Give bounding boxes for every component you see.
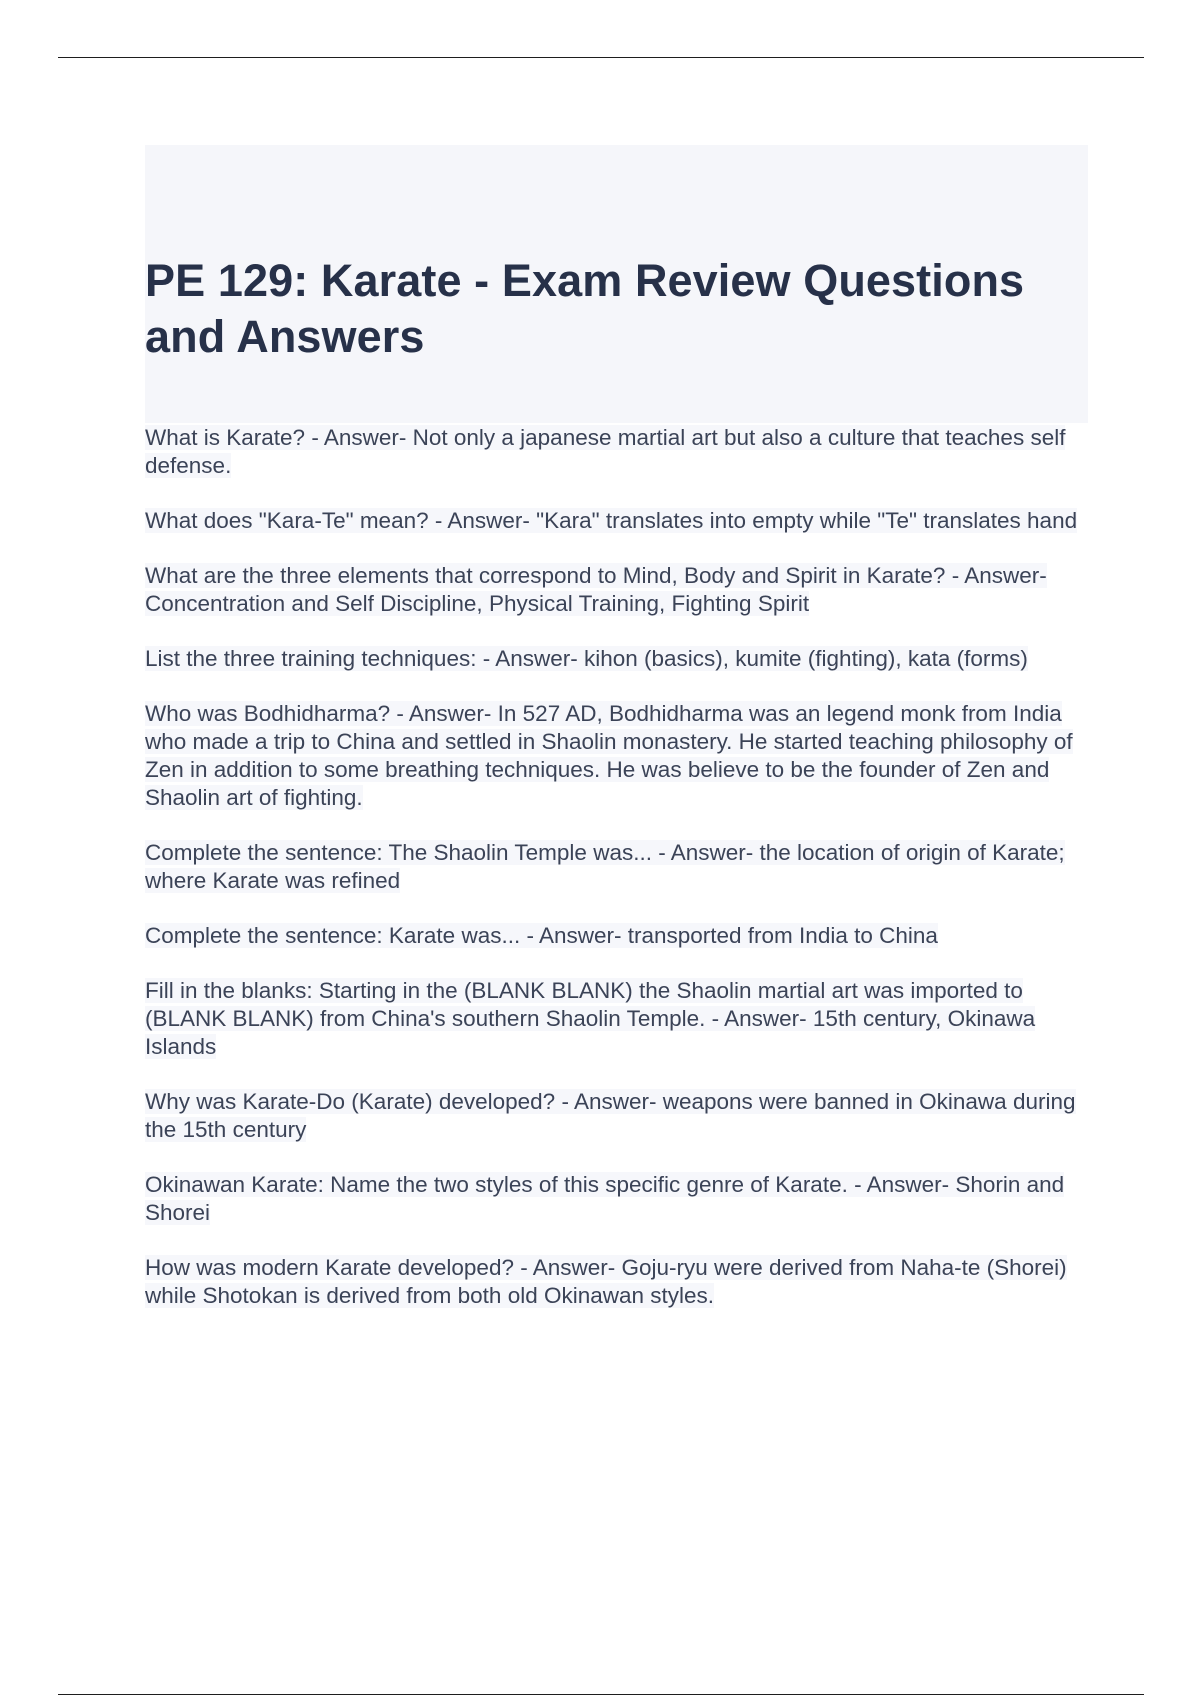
qa-text: List the three training techniques: - Answer- kihon (basics), kumite (fighting), kata (forms) [145, 646, 1028, 671]
qa-text: Complete the sentence: Karate was... - Answer- transported from India to China [145, 923, 938, 948]
qa-item [145, 977, 1105, 1061]
qa-text: Who was Bodhidharma? - Answer- In 527 AD, Bodhidharma was an legend monk from India who made a trip to China and settled in Shaolin monastery. He started teaching philosophy of Zen in addition to some breathing techniques. He was believe to be the founder of Zen and Shaolin art of fighting. [145, 701, 1073, 810]
qa-text: How was modern Karate developed? - Answer- Goju-ryu were derived from Naha-te (Shorei) while Shotokan is derived from both old Okinawan styles. [145, 1255, 1067, 1308]
qa-text: What does "Kara-Te" mean? - Answer- "Kara" translates into empty while "Te" translates hand [145, 508, 1078, 533]
qa-item [145, 507, 1105, 535]
qa-item [145, 424, 1105, 480]
qa-text: Okinawan Karate: Name the two styles of this specific genre of Karate. - Answer- Shorin and Shorei [145, 1172, 1065, 1225]
qa-text: Fill in the blanks: Starting in the (BLANK BLANK) the Shaolin martial art was imported to (BLANK BLANK) from China's southern Shaolin Temple. - Answer- 15th century, Okinawa Islands [145, 978, 1036, 1059]
qa-text: Complete the sentence: The Shaolin Temple was... - Answer- the location of origin of Karate; where Karate was refined [145, 840, 1065, 893]
qa-text: What are the three elements that correspond to Mind, Body and Spirit in Karate? - Answer- Concentration and Self Discipline, Physical Training, Fighting Spirit [145, 563, 1047, 616]
qa-item [145, 700, 1105, 812]
document-title: PE 129: Karate - Exam Review Questions and Answers [145, 255, 1025, 362]
bottom-rule [58, 1694, 1144, 1695]
qa-item [145, 562, 1105, 618]
qa-text: What is Karate? - Answer- Not only a japanese martial art but also a culture that teaches self defense. [145, 425, 1066, 478]
qa-item [145, 1088, 1105, 1144]
qa-item [145, 1254, 1105, 1310]
qa-item [145, 1171, 1105, 1227]
qa-list [145, 424, 1105, 1337]
qa-item [145, 645, 1105, 673]
qa-item [145, 922, 1105, 950]
qa-text: Why was Karate-Do (Karate) developed? - Answer- weapons were banned in Okinawa during the 15th century [145, 1089, 1076, 1142]
qa-item [145, 839, 1105, 895]
top-rule [58, 57, 1144, 58]
